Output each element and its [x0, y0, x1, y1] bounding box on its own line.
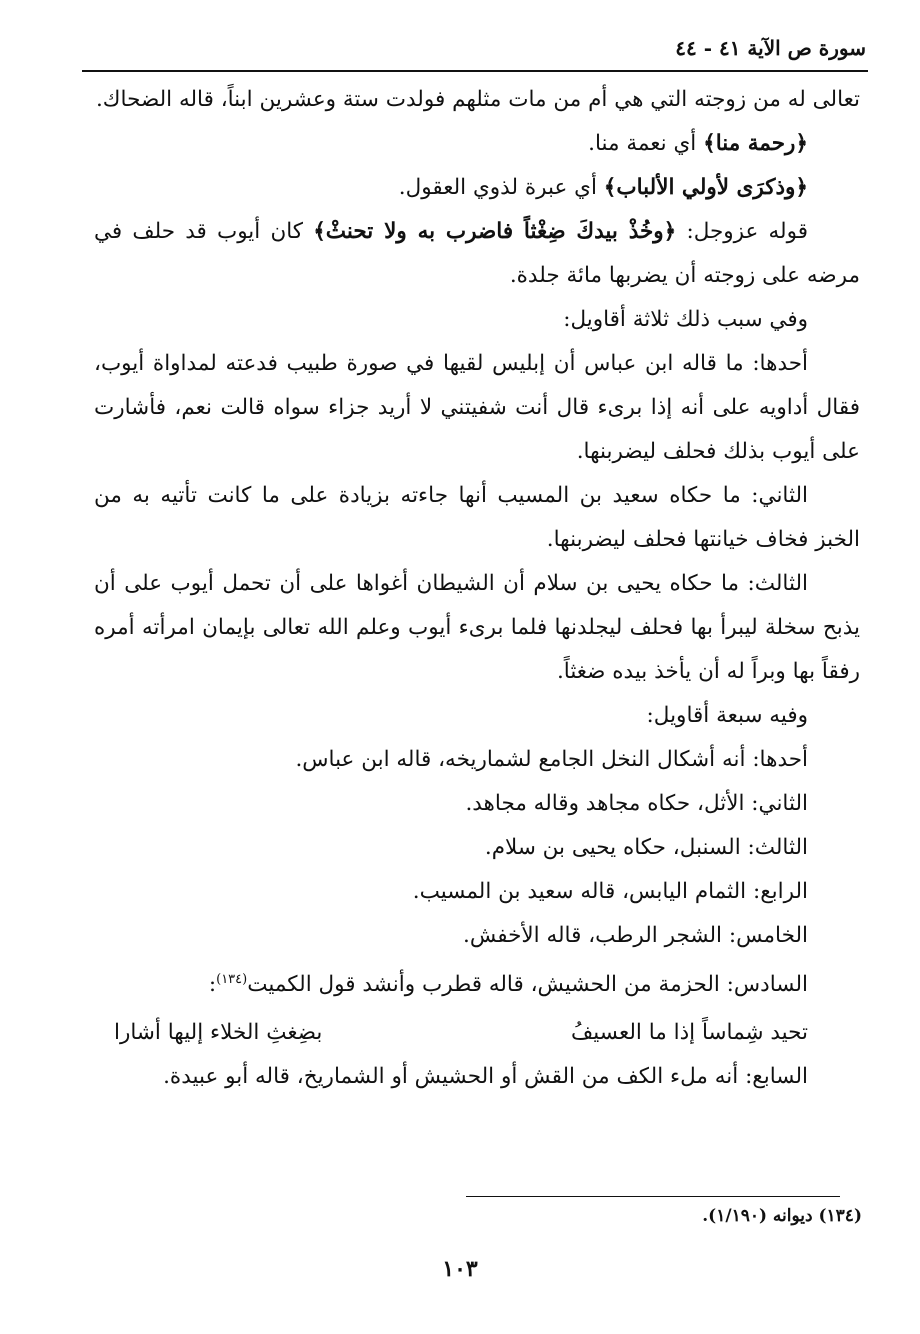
running-header: سورة ص الآية ٤١ - ٤٤ — [675, 36, 866, 60]
quran-quote: ﴿وخُذْ بيدكَ ضِغْثاً فاضرب به ولا تحنثْ﴾ — [313, 219, 677, 244]
header-rule — [82, 70, 868, 72]
footnote-rule — [466, 1196, 840, 1197]
paragraph-text: الرابع: الثمام اليابس، قاله سعيد بن المسيب. — [412, 879, 808, 904]
list-item — [94, 870, 860, 914]
paragraph — [94, 122, 860, 166]
verse-hemistich-second: بضِغثِ الخلاء إليها أشارا — [114, 1020, 323, 1046]
paragraph — [94, 562, 860, 694]
paragraph-tail: : — [208, 972, 217, 998]
paragraph-text: أحدها: ما قاله ابن عباس أن إبليس لقيها في صورة طبيب فدعته لمداواة أيوب، فقال أداويه على أنه إذا برىء قال أنت شفيتني لا أريد جزاء سواه قالت نعم، فأشارت على أيوب بذلك فحلف ليضربنها. — [94, 351, 860, 464]
quran-quote: ﴿رحمة منا﴾ — [703, 131, 808, 156]
paragraph-text: أي عبرة لذوي العقول. — [398, 175, 604, 200]
paragraph-text: الثالث: السنبل، حكاه يحيى بن سلام. — [484, 835, 808, 860]
poetry-verse — [94, 1011, 860, 1055]
paragraph — [94, 342, 860, 474]
list-item — [94, 914, 860, 958]
paragraph-text: السادس: الحزمة من الحشيش، قاله قطرب وأنشد قول الكميت — [247, 972, 808, 998]
list-item — [94, 826, 860, 870]
list-item — [94, 958, 860, 1007]
quran-quote: ﴿وذكرَى لأولي الألباب﴾ — [603, 175, 808, 200]
paragraph — [94, 166, 860, 210]
paragraph — [94, 78, 860, 122]
list-item — [94, 1055, 860, 1099]
paragraph — [94, 210, 860, 298]
paragraph-text: الثالث: ما حكاه يحيى بن سلام أن الشيطان أغواها على أن تحمل أيوب على أن يذبح سخلة ليبرأ بها فحلف ليجلدنها فلما برىء أيوب وعلم الله تعالى بإيمان امرأته أمره رفقاً بها وبراً له أن يأخذ بيده ضغثاً. — [94, 571, 860, 684]
paragraph-text: أي نعمة منا. — [588, 131, 704, 156]
paragraph — [94, 694, 860, 738]
page-number: ١٠٣ — [442, 1256, 478, 1282]
paragraph — [94, 298, 860, 342]
paragraph-text: وفي سبب ذلك ثلاثة أقاويل: — [563, 307, 808, 332]
paragraph-text: الثاني: ما حكاه سعيد بن المسيب أنها جاءته بزيادة على ما كانت تأتيه به من الخبز فخاف خيانتها فحلف ليضربنها. — [94, 483, 860, 552]
footnote-reference[interactable]: (١٣٤) — [216, 972, 248, 987]
paragraph — [94, 474, 860, 562]
paragraph-text: الخامس: الشجر الرطب، قاله الأخفش. — [462, 923, 808, 948]
body-text — [94, 78, 860, 1099]
paragraph-text: أحدها: أنه أشكال النخل الجامع لشماريخه، قاله ابن عباس. — [295, 747, 808, 772]
list-item — [94, 738, 860, 782]
paragraph-lead: قوله عزوجل: — [676, 219, 808, 244]
paragraph-text: كان أيوب قد حلف في مرضه على زوجته أن يضربها مائة جلدة. — [94, 219, 860, 288]
paragraph-text: السابع: أنه ملء الكف من القش أو الحشيش أو الشماريخ، قاله أبو عبيدة. — [163, 1064, 808, 1090]
footnote: (١٣٤) ديوانه (١/١٩٠). — [702, 1206, 862, 1226]
paragraph-text: وفيه سبعة أقاويل: — [646, 703, 808, 728]
verse-hemistich-first: تحيد شِماساً إذا ما العسيفُ — [571, 1020, 808, 1046]
list-item — [94, 782, 860, 826]
paragraph-text: الثاني: الأثل، حكاه مجاهد وقاله مجاهد. — [465, 791, 808, 816]
paragraph-text: تعالى له من زوجته التي هي أم من مات مثلهم فولدت ستة وعشرين ابناً، قاله الضحاك. — [95, 87, 860, 112]
